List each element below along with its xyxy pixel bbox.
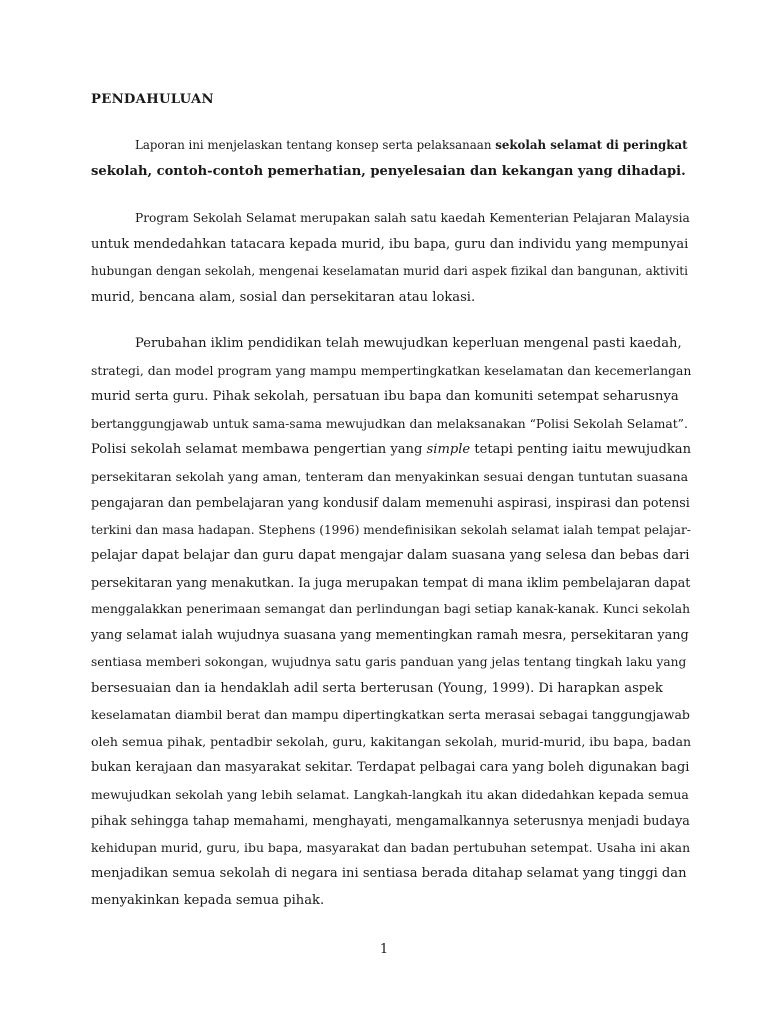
paragraph-line: bertanggungjawab untuk sama-sama mewujudkan dan melaksanakan “Polisi Sekolah Selamat”. (91, 416, 688, 431)
text-run: tetapi penting iaitu mewujudkan (470, 442, 692, 457)
paragraph-line (91, 437, 691, 464)
section-heading: PENDAHULUAN (91, 92, 214, 107)
paragraph-line: kehidupan murid, guru, ibu bapa, masyarakat dan badan pertubuhan setempat. Usaha ini akan (91, 839, 691, 855)
paragraph-climate-change (91, 331, 691, 914)
paragraph-line: yang selamat ialah wujudnya suasana yang mementingkan ramah mesra, persekitaran yang (91, 627, 689, 643)
text-run: Polisi sekolah selamat membawa pengertian yang (91, 442, 427, 457)
paragraph-introduction (91, 132, 691, 185)
paragraph-line: keselamatan diambil berat dan mampu dipertingkatkan serta merasai sebagai tanggungjawab (91, 707, 690, 722)
paragraph-line: pelajar dapat belajar dan guru dapat mengajar dalam suasana yang selesa dan bebas dari (91, 548, 690, 563)
paragraph-line: pihak sehingga tahap memahami, menghayati, mengamalkannya seterusnya menjadi budaya (91, 813, 690, 828)
paragraph-line: hubungan dengan sekolah, mengenai keselamatan murid dari aspek fizikal dan bangunan, aktiviti (91, 264, 688, 278)
paragraph-line: persekitaran yang menakutkan. Ia juga merupakan tempat di mana iklim pembelajaran dapat (91, 574, 691, 590)
paragraph-line: pengajaran dan pembelajaran yang kondusif dalam memenuhi aspirasi, inspirasi dan potensi (91, 495, 690, 510)
text-run: Laporan ini menjelaskan tentang konsep serta pelaksanaan (135, 138, 496, 152)
paragraph-line: untuk mendedahkan tatacara kepada murid, ibu bapa, guru dan individu yang mempunyai (91, 236, 689, 252)
bold-text: sekolah, contoh-contoh pemerhatian, penyelesaian dan kekangan yang dihadapi. (91, 163, 686, 179)
paragraph-line: bukan kerajaan dan masyarakat sekitar. Terdapat pelbagai cara yang boleh digunakan bagi (91, 760, 690, 775)
paragraph-line: murid serta guru. Pihak sekolah, persatuan ibu bapa dan komuniti setempat seharusnya (91, 389, 679, 404)
paragraph-line: bersesuaian dan ia hendaklah adil serta berterusan (Young, 1999). Di harapkan aspek (91, 680, 663, 696)
paragraph-line: mewujudkan sekolah yang lebih selamat. Langkah-langkah itu akan didedahkan kepada semua (91, 786, 689, 802)
paragraph-line: oleh semua pihak, pentadbir sekolah, guru, kakitangan sekolah, murid-murid, ibu bapa, badan (91, 733, 692, 749)
paragraph-line: menggalakkan penerimaan semangat dan perlindungan bagi setiap kanak-kanak. Kunci sekolah (91, 602, 691, 616)
paragraph-line: murid, bencana alam, sosial dan persekitaran atau lokasi. (91, 289, 476, 305)
bold-text: sekolah selamat di peringkat (495, 138, 688, 152)
italic-text: simple (426, 442, 471, 457)
paragraph-line: terkini dan masa hadapan. Stephens (1996) mendefinisikan sekolah selamat ialah tempat pelajar- (91, 522, 691, 537)
paragraph-line (91, 159, 691, 186)
paragraph-program (91, 205, 691, 311)
paragraph-line: Perubahan iklim pendidikan telah mewujudkan keperluan mengenal pasti kaedah, (135, 336, 682, 351)
paragraph-line: persekitaran sekolah yang aman, tenteram dan menyakinkan sesuai dengan tuntutan suasana (91, 468, 689, 484)
paragraph-line (91, 132, 691, 159)
paragraph-line: menyakinkan kepada semua pihak. (91, 892, 325, 908)
paragraph-line: strategi, dan model program yang mampu mempertingkatkan keselamatan dan kecemerlangan (91, 362, 692, 378)
paragraph-line: Program Sekolah Selamat merupakan salah satu kaedah Kementerian Pelajaran Malaysia (135, 211, 690, 225)
paragraph-line: menjadikan semua sekolah di negara ini sentiasa berada ditahap selamat yang tinggi dan (91, 866, 687, 881)
page-number: 1 (379, 942, 389, 957)
paragraph-line: sentiasa memberi sokongan, wujudnya satu garis panduan yang jelas tentang tingkah laku yang (91, 655, 687, 669)
